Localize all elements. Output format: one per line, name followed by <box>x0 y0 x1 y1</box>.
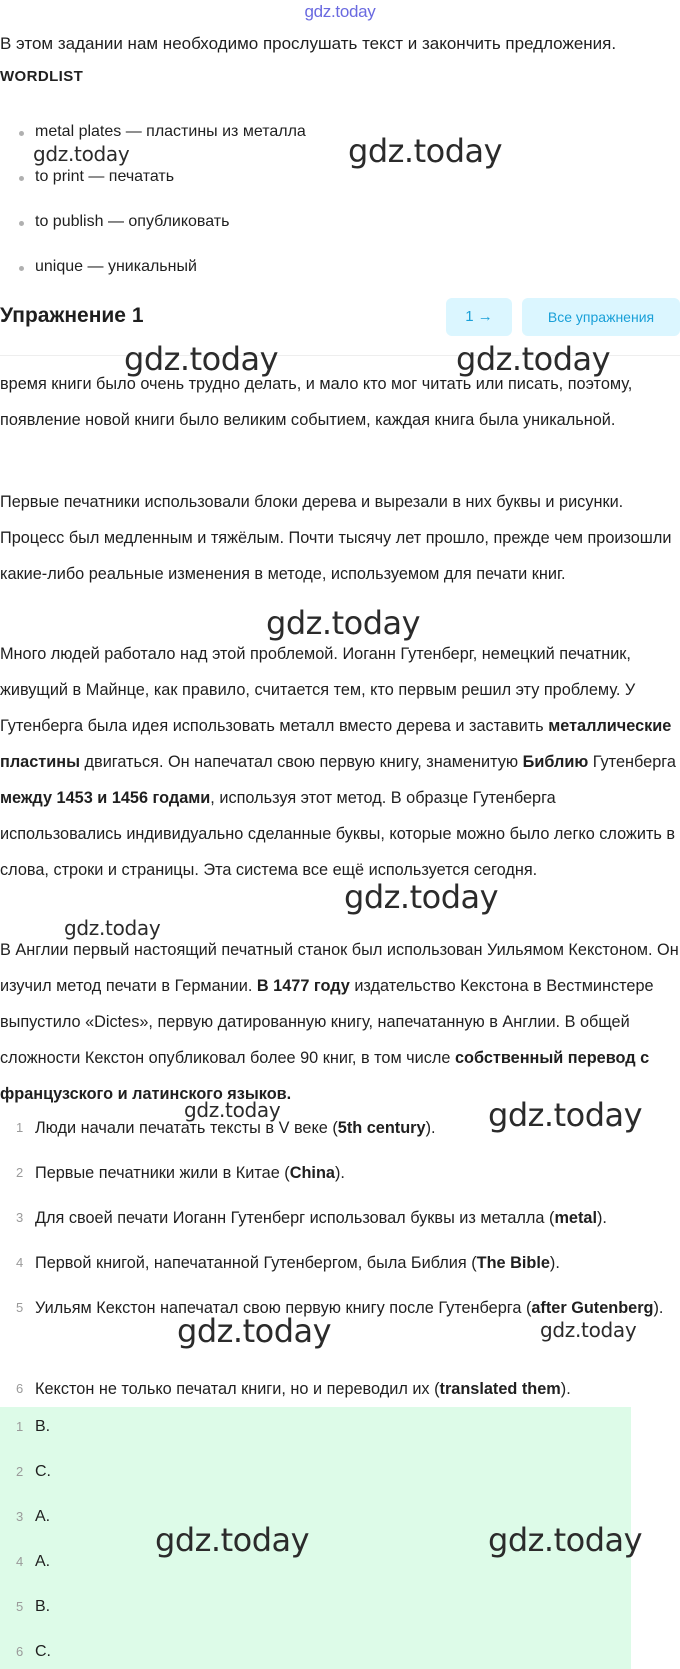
wordlist-item: to print — печатать <box>0 165 400 210</box>
text-run: Много людей работало над этой проблемой. Иоганн Гутенберг, немецкий печатник, живущий в Майнце, как правило, считается тем, кто первым решил эту проблему. У Гутенберга была идея использовать металл вместо дерева и заставить <box>0 645 636 735</box>
answer-letter: A. <box>35 1553 51 1570</box>
text-paragraph <box>0 636 680 888</box>
item-number: 5 <box>16 1300 24 1315</box>
item-number: 4 <box>16 1255 24 1270</box>
answer-tail: ). <box>549 1254 560 1272</box>
text-paragraph <box>0 932 680 1112</box>
list-item <box>0 1245 680 1290</box>
answer-text: Люди начали печатать тексты в V веке ( <box>35 1119 338 1137</box>
item-number: 2 <box>16 1165 24 1180</box>
list-item <box>0 1589 631 1634</box>
item-number: 5 <box>16 1599 24 1614</box>
wordlist-item: unique — уникальный <box>0 255 400 300</box>
wordlist-item: to publish — опубликовать <box>0 210 400 255</box>
wordlist-title: WORDLIST <box>0 68 84 85</box>
text-bold: Библию <box>522 753 589 771</box>
item-number: 3 <box>16 1509 24 1524</box>
answer-tail: ). <box>596 1209 607 1227</box>
text-run: Гутенберга <box>588 753 676 771</box>
text-run: , используя этот метод. В образце Гутенберга использовались индивидуально сделанные буквы, которые можно было легко сложить в слова, строки и страницы. Эта система все ещё используется сегодня. <box>0 789 676 879</box>
watermark: gdz.today <box>266 604 421 642</box>
item-number: 2 <box>16 1464 24 1479</box>
list-item <box>0 1155 680 1200</box>
answer-bold: after Gutenberg <box>531 1299 654 1317</box>
text-run: двигаться. Он напечатал свою первую книгу, знаменитую <box>80 753 523 771</box>
answer-bold: The Bible <box>476 1254 550 1272</box>
item-number: 6 <box>16 1644 24 1659</box>
text-bold: металлические пластины <box>0 717 672 771</box>
answer-tail: ). <box>425 1119 436 1137</box>
answer-text: Первые печатники жили в Китае ( <box>35 1164 290 1182</box>
item-number: 3 <box>16 1210 24 1225</box>
list-item <box>0 1110 680 1155</box>
text-run: В Англии первый настоящий печатный станок был использован Уильямом Кекстоном. Он изучил метод печати в Германии. <box>0 941 679 995</box>
text-bold: между 1453 и 1456 годами <box>0 789 211 807</box>
watermark: gdz.today <box>348 132 503 170</box>
answer-bold: China <box>289 1164 335 1182</box>
list-item <box>0 1499 631 1544</box>
answer-letter: A. <box>35 1508 51 1525</box>
text-paragraph: время книги было очень трудно делать, и мало кто мог читать или писать, поэтому, появление новой книги было великим событием, каждая книга была уникальной. <box>0 375 633 429</box>
exercise-title: Упражнение 1 <box>0 304 144 327</box>
watermark: gdz.today <box>64 916 161 940</box>
list-item <box>0 1409 631 1454</box>
answer-key-list <box>0 1409 631 1669</box>
answer-bold: 5th century <box>337 1119 426 1137</box>
watermark: gdz.today <box>33 142 130 166</box>
watermark: gdz.today <box>456 340 611 378</box>
task-intro: В этом задании нам необходимо прослушать текст и закончить предложения. <box>0 34 617 53</box>
answer-letter: C. <box>35 1463 51 1480</box>
list-item <box>0 1200 680 1245</box>
item-number: 6 <box>16 1381 24 1396</box>
next-exercise-button[interactable]: 1 → <box>446 298 512 336</box>
answer-text: Для своей печати Иоганн Гутенберг использовал буквы из металла ( <box>35 1209 555 1227</box>
text-run: издательство Кекстона в Вестминстере выпустило «Dictes», первую датированную книгу, напечатанную в Англии. В общей сложности Кекстон опубликовал более 90 книг, в том числе <box>0 977 654 1067</box>
watermark: gdz.today <box>177 1312 332 1350</box>
text-bold: собственный перевод с французского и латинского языков. <box>0 1049 650 1103</box>
watermark: gdz.today <box>344 878 499 916</box>
text-paragraph: Первые печатники использовали блоки дерева и вырезали в них буквы и рисунки. Процесс был медленным и тяжёлым. Почти тысячу лет прошло, прежде чем произошли какие-либо реальные изменения в методе, используемом для печати книг. <box>0 493 672 583</box>
item-number: 4 <box>16 1554 24 1569</box>
watermark: gdz.today <box>488 1521 643 1559</box>
answer-tail: ). <box>560 1380 571 1398</box>
answer-letter: B. <box>35 1418 51 1435</box>
watermark: gdz.today <box>540 1318 637 1342</box>
list-item <box>0 1290 680 1371</box>
answer-letter: C. <box>35 1643 51 1660</box>
answer-text: Первой книгой, напечатанной Гутенбергом, была Библия ( <box>35 1254 477 1272</box>
wordlist <box>0 120 400 300</box>
answer-text: Кекстон не только печатал книги, но и переводил их ( <box>35 1380 440 1398</box>
text-bold: В 1477 году <box>256 977 350 995</box>
answer-bold: metal <box>554 1209 597 1227</box>
exercise-header <box>0 296 680 356</box>
item-number: 1 <box>16 1419 24 1434</box>
list-item <box>0 1544 631 1589</box>
answer-tail: ). <box>334 1164 345 1182</box>
answer-tail: ). <box>653 1299 664 1317</box>
answer-text: Уильям Кекстон напечатал свою первую книгу после Гутенберга ( <box>35 1299 532 1317</box>
list-item <box>0 1634 631 1669</box>
watermark: gdz.today <box>184 1098 281 1122</box>
header-divider <box>0 355 680 356</box>
answer-list <box>0 1110 680 1416</box>
answer-letter: B. <box>35 1598 51 1615</box>
list-item <box>0 1454 631 1499</box>
item-number: 1 <box>16 1120 24 1135</box>
watermark: gdz.today <box>155 1521 310 1559</box>
all-exercises-button[interactable]: Все упражнения <box>522 298 680 336</box>
answer-bold: translated them <box>439 1380 561 1398</box>
watermark: gdz.today <box>488 1096 643 1134</box>
watermark: gdz.today <box>124 340 279 378</box>
site-logo[interactable]: gdz.today <box>304 2 376 21</box>
wordlist-item: metal plates — пластины из металла <box>0 120 400 165</box>
